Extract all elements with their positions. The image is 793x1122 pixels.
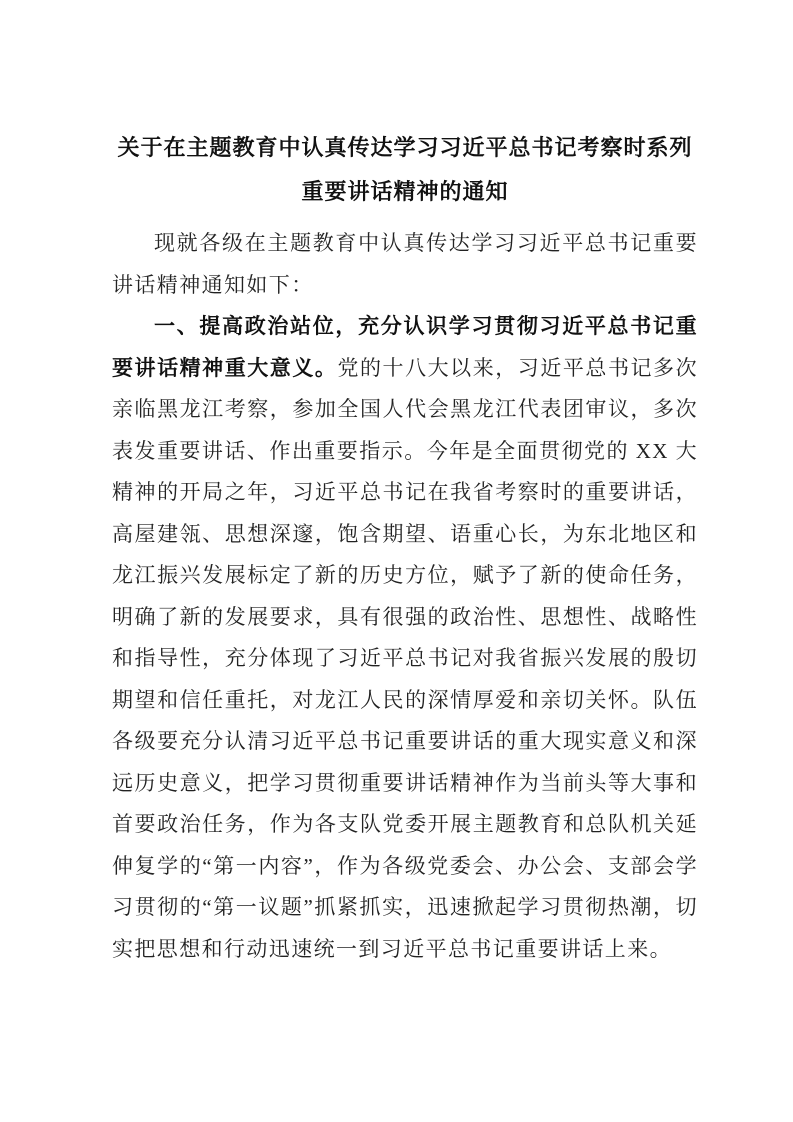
intro-paragraph: 现就各级在主题教育中认真传达学习习近平总书记重要讲话精神通知如下： xyxy=(112,231,698,297)
document-body xyxy=(112,223,698,970)
document-title-line-2: 重要讲话精神的通知 xyxy=(301,179,509,204)
section-1-paragraph xyxy=(112,306,698,970)
section-1-text: 党的十八大以来，习近平总书记多次亲临黑龙江考察，参加全国人代会黑龙江代表团审议，多次表发重要讲话、作出重要指示。今年是全面贯彻党的 XX 大精神的开局之年，习近平总书记在我省考察时的重要讲话，高屋建瓴、思想深邃，饱含期望、语重心长，为东北地区和龙江振兴发展标定了新的历史方位，赋予了新的使命任务，明确了新的发展要求，具有很强的政治性、思想性、战略性和指导性，充分体现了习近平总书记对我省振兴发展的殷切期望和信任重托，对龙江人民的深情厚爱和亲切关怀。队伍各级要充分认清习近平总书记重要讲话的重大现实意义和深远历史意义，把学习贯彻重要讲话精神作为当前头等大事和首要政治任务，作为各支队党委开展主题教育和总队机关延伸复学的“第一内容”，作为各级党委会、办公会、支部会学习贯彻的“第一议题”抓紧抓实，迅速掀起学习贯彻热潮，切实把思想和行动迅速统一到习近平总书记重要讲话上来。 xyxy=(112,355,698,961)
document-title xyxy=(112,126,698,214)
document-content xyxy=(112,0,698,970)
document-title-line-1: 关于在主题教育中认真传达学习习近平总书记考察时系列 xyxy=(117,135,693,160)
section-1-heading: 一、提高政治站位，充分认识学习贯彻习近平总书记重要讲话精神重大意义。 xyxy=(112,314,698,380)
